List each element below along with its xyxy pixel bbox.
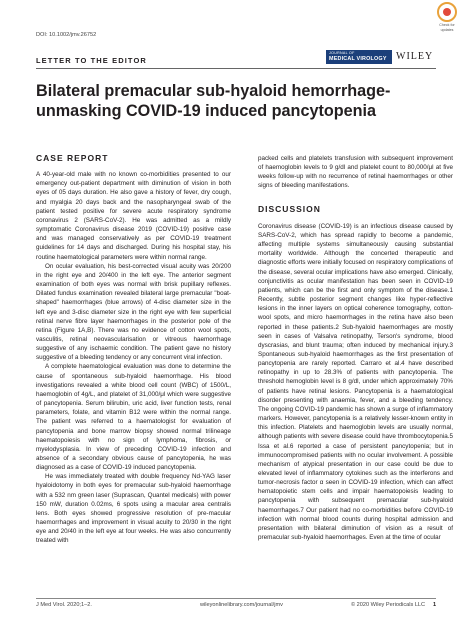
case-report-heading: CASE REPORT — [36, 153, 109, 163]
footer-copyright: © 2020 Wiley Periodicals LLC — [351, 602, 426, 608]
case-paragraph-3: A complete haematological evaluation was done to determine the cause of spontaneous sub-hyaloid haemorrhage. His blood investigations revealed a white blood cell count (WBC) of 1500/L, haemoglobin of 4g/L, and platelet of 31,000/μl which were suggestive of pancytopenia. Serum bilirubin, uric acid, liver function tests, renal parameters, folate, and vitamin B12 were within the normal range. The patient was referred to a haematologist for evaluation of pancytopenia and bone marrow biopsy showed normal trilineage haematopoiesis with no sign of lymphoma, fibrosis, or myelodysplasia. In view of preceding COVID-19 infection and absence of a secondary obvious cause of pancytopenia, he was diagnosed as a case of COVID-19 induced pancytopenia. — [36, 363, 231, 472]
case-paragraph-2: On ocular evaluation, his best-corrected visual acuity was 20/200 in the right eye and 20/400 in the left eye. The anterior segment examination of both eyes was normal with brisk pupillary reflexes. Dilated fundus examination revealed bilateral large premacular "boat-shaped" haemorrhages (blue arrows) of 4-disc diameter size in the left eye and 3-disc diameter size in the right eye with few superficial retinal nerve fibre layer haemorrhages in the posterior pole of the retina (Figure 1A,B). There was no evidence of cotton wool spots, vasculitis, retinal neovascularisation or vitreous haemorrhage suggestive of any ischaemic condition. The patient gave no history suggestive of a bleeding tendency or any concurrent viral infection. — [36, 262, 231, 362]
journal-logo — [326, 50, 392, 64]
journal-logo-line-1: JOURNAL OF — [329, 51, 355, 55]
case-paragraph-1: A 40-year-old male with no known co-morbidities presented to our emergency out-patient department with diminution of vision in both eyes of 05 days duration. He also gave a history of fever, dry cough, and myalgia 20 days back and the nasopharyngeal swab of the patient tested positive for severe acute respiratory syndrome coronavirus 2 (SARS-CoV-2). He was admitted as a mildly symptomatic Coronavirus disease 2019 (COVID-19) positive case and was managed conservatively as per COVID-19 treatment guidelines for 14 days and discharged. During his hospital stay, his routine haematological parameters were within normal range. — [36, 171, 231, 261]
check-for-updates-badge[interactable] — [432, 0, 462, 34]
case-continuation-paragraph: packed cells and platelets transfusion with subsequent improvement of haemoglobin levels to 9 g/dl and platelet count to 80,000/μl at five weeks follow-up with no recurrence of retinal haemorrhages or other signs of bleeding manifestations. — [258, 155, 453, 190]
badge-line-1: Check for — [439, 23, 455, 27]
footer-divider — [36, 598, 436, 599]
right-column — [258, 154, 453, 542]
header-divider — [36, 68, 436, 69]
footer-journal-link[interactable]: wileyonlinelibrary.com/journal/jmv — [200, 602, 283, 608]
article-type-label: LETTER TO THE EDITOR — [36, 56, 147, 65]
discussion-paragraph: Coronavirus disease (COVID-19) is an infectious disease caused by SARS-CoV-2, which has spread rapidly to become a pandemic, affecting multiple systems simultaneously causing substantial mortality worldwide. Although the concerted therapeutic and diagnostic efforts were initially focused on respiratory complications of the disease, several ocular implications have also emerged. Clinically, conjunctivitis as ocular manifestation has been seen in COVID-19 patients, which can be the first and only symptom of the disease.1 Recently, subtle posterior segment changes like hyper-reflective lesions in the inner layers on optical coherence tomography, cotton-wool spots, and micro haemorrhages in the retina have also been reported in these patients.2 Sub-hyaloid haemorrhages are mostly seen in cases of Valsalva retinopathy, Terson's syndrome, blood dyscrasias, and blunt trauma; often induced by mechanical injury.3 Spontaneous sub-hyaloid haemorrhages as the first presentation of pancytopenia are rarely reported. Carraro et al.4 have described retinopathy in up to 28.3% of patients with pancytopenia. The threshold hemoglobin level is 8 g/dl, under which approximately 70% of patients have retinal lesions. Pancytopenia is a haematological disorder presenting with anaemia, fever, and a bleeding tendency. The ongoing COVID-19 pandemic has shown a surge of inflammatory markers. However, pancytopenia is a relatively lesser-known entity in this infection. Platelets and haemoglobin levels are usually normal, although patients with severe disease could have thrombocytopenia.5 Issa et al.6 reported a case of persistent pancytopenia; but in immunocompromised patients with no ocular involvement. A possible mechanism of atypical presentation in our case could be due to elevated level of inflammatory cytokines such as the interferons and tumor-necrosis factor α seen in COVID-19 infection, which can affect hematopoietic stem cells and impair haematopoiesis leading to pancytopenia with subsequent premacular sub-hyaloid haemorrhages.7 Our patient had no co-morbidities before COVID-19 infection with normal blood counts during hospital admission and presentation with bilateral diminution of vision as a result of premacular sub-hyaloid haemorrhages. Even at the time of ocular — [258, 222, 453, 542]
footer-citation: J Med Virol. 2020;1–2. — [36, 602, 92, 608]
case-paragraph-4: He was immediately treated with double frequency Nd-YAG laser hyaloidotomy in both eyes for premacular sub-hyaloid haemorrhage with a 532 nm green laser (Suprascan, Quantel medicals) with power 150 mW, duration 0.02ms, 6 spots using a macular area centralis lens. Both eyes showed progressive resolution of pre-macular haemorrhages and improvement in visual acuity to 20/30 in the right eye and 20/40 in the left eye at four weeks. He was also concurrently treated with — [36, 473, 231, 545]
page-number: 1 — [433, 602, 437, 608]
left-column — [36, 154, 231, 546]
article-title: Bilateral premacular sub-hyaloid hemorrhage-unmasking COVID-19 induced pancytopenia — [36, 82, 391, 120]
check-updates-icon — [437, 2, 457, 22]
badge-line-2: updates — [440, 28, 454, 32]
publisher-logo: WILEY — [396, 51, 434, 62]
doi-text: DOI: 10.1002/jmv.26752 — [36, 32, 97, 38]
journal-logo-line-2: MEDICAL VIROLOGY — [329, 56, 387, 62]
discussion-heading: DISCUSSION — [258, 203, 321, 214]
